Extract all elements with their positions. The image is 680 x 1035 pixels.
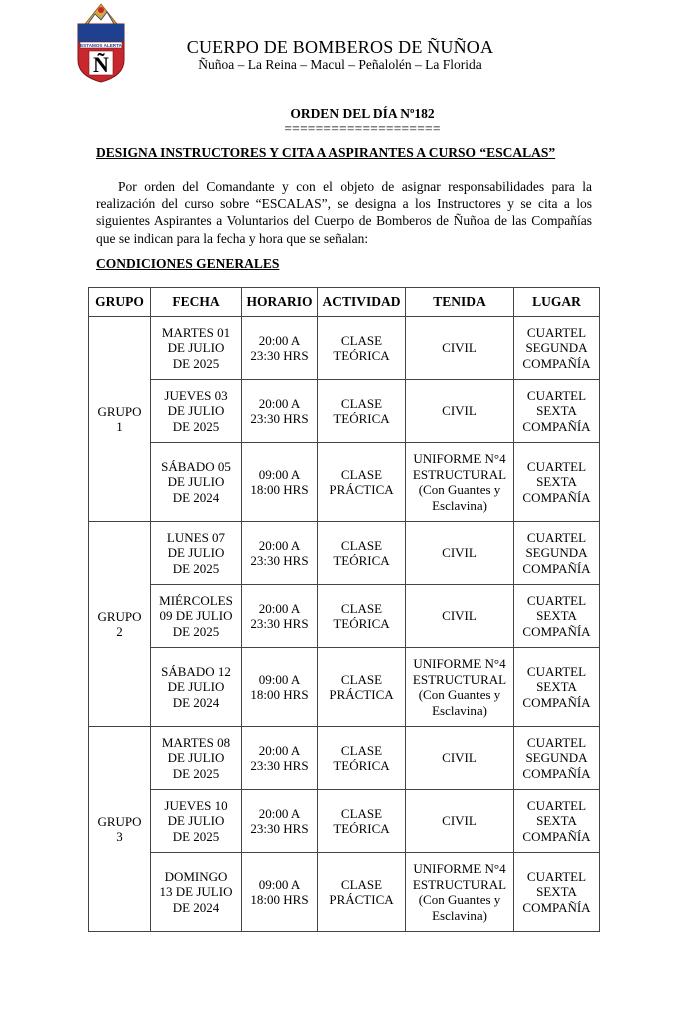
lugar-line: COMPAÑÍA (522, 560, 591, 576)
fecha-line: DE 2025 (172, 418, 220, 434)
lugar-line: SEXTA (536, 403, 577, 419)
tenida-line: Esclavina) (432, 497, 487, 513)
actividad-line: TEÓRICA (333, 348, 390, 363)
actividad-line: CLASE (340, 742, 383, 758)
lugar-line: CUARTEL (526, 529, 587, 545)
actividad-cell (318, 727, 406, 790)
tenida-line: ESTRUCTURAL (412, 876, 507, 892)
lugar-cell (514, 317, 600, 380)
horario-line: 23:30 HRS (250, 553, 309, 568)
fecha-line: 13 DE JULIO (159, 884, 233, 900)
fecha-line: DE JULIO (167, 679, 225, 695)
fecha-line: DE JULIO (167, 403, 225, 419)
actividad-cell (318, 790, 406, 853)
actividad-line: CLASE (340, 466, 383, 482)
tenida-cell (406, 585, 514, 648)
lugar-line: CUARTEL (526, 734, 587, 750)
tenida-cell (406, 522, 514, 585)
tenida-line: CIVIL (442, 340, 477, 356)
lugar-cell (514, 648, 600, 727)
lugar-cell (514, 443, 600, 522)
lugar-line: COMPAÑÍA (522, 694, 591, 710)
fecha-line: DE 2024 (172, 694, 220, 710)
actividad-line: TEÓRICA (333, 616, 390, 631)
actividad-line: CLASE (340, 671, 383, 687)
horario-cell (242, 522, 318, 585)
table-row (89, 727, 600, 790)
tenida-line: UNIFORME N°4 (413, 861, 506, 876)
table-row (89, 522, 600, 585)
horario-cell (242, 648, 318, 727)
fecha-line: DE 2024 (172, 899, 220, 915)
actividad-line: TEÓRICA (333, 821, 390, 836)
tenida-line: UNIFORME N°4 (413, 656, 506, 671)
actividad-line: PRÁCTICA (329, 687, 394, 702)
lugar-cell (514, 853, 600, 932)
fecha-cell (151, 727, 242, 790)
tenida-line: CIVIL (442, 403, 477, 419)
group-name-line: 1 (116, 419, 123, 434)
fecha-line: DE 2024 (172, 489, 220, 505)
tenida-cell (406, 853, 514, 932)
organization-title: CUERPO DE BOMBEROS DE ÑUÑOA (186, 37, 494, 57)
tenida-line: (Con Guantes y (418, 687, 501, 702)
horario-line: 23:30 HRS (250, 821, 309, 836)
fecha-line: MARTES 01 (161, 324, 231, 340)
bomberos-nunoa-shield-logo (75, 2, 127, 84)
organization-communes: Ñuñoa – La Reina – Macul – Peñalolén – La Florida (198, 57, 482, 72)
fecha-line: DE JULIO (167, 813, 225, 829)
horario-cell (242, 790, 318, 853)
lugar-line: COMPAÑÍA (522, 623, 591, 639)
horario-line: 20:00 A (258, 600, 301, 616)
horario-line: 09:00 A (258, 876, 301, 892)
lugar-line: SEXTA (536, 884, 577, 900)
lugar-cell (514, 585, 600, 648)
order-title: ORDEN DEL DÍA Nº182 (290, 106, 435, 121)
fecha-line: DE JULIO (167, 474, 225, 490)
logo-motto: ESTAMOS ALERTA (80, 42, 122, 48)
fecha-line: DOMINGO (164, 868, 228, 884)
horario-cell (242, 727, 318, 790)
lugar-cell (514, 727, 600, 790)
group-name-line: 3 (116, 829, 123, 844)
tenida-line: Esclavina) (432, 702, 487, 718)
fecha-cell (151, 380, 242, 443)
fecha-cell (151, 853, 242, 932)
actividad-cell (318, 585, 406, 648)
fecha-line: DE JULIO (167, 340, 225, 356)
horario-cell (242, 317, 318, 380)
horario-line: 23:30 HRS (250, 348, 309, 363)
fecha-cell (151, 790, 242, 853)
header-tenida: TENIDA (406, 288, 514, 317)
lugar-line: CUARTEL (526, 592, 587, 608)
lugar-line: COMPAÑÍA (522, 489, 591, 505)
horario-line: 20:00 A (258, 395, 301, 411)
fecha-line: DE 2025 (172, 560, 220, 576)
actividad-line: CLASE (340, 332, 383, 348)
lugar-line: CUARTEL (526, 868, 587, 884)
lugar-line: SEGUNDA (525, 340, 588, 356)
lugar-line: SEXTA (536, 813, 577, 829)
schedule-table (88, 287, 600, 932)
tenida-line: Esclavina) (432, 907, 487, 923)
group-name-line: GRUPO (97, 403, 142, 419)
actividad-cell (318, 853, 406, 932)
conditions-heading: CONDICIONES GENERALES (96, 256, 280, 271)
table-row (89, 380, 600, 443)
lugar-cell (514, 380, 600, 443)
horario-line: 23:30 HRS (250, 411, 309, 426)
table-row (89, 317, 600, 380)
fecha-cell (151, 585, 242, 648)
lugar-line: CUARTEL (526, 324, 587, 340)
fecha-line: DE 2025 (172, 828, 220, 844)
lugar-line: CUARTEL (526, 663, 587, 679)
actividad-line: TEÓRICA (333, 758, 390, 773)
tenida-cell (406, 443, 514, 522)
actividad-line: TEÓRICA (333, 411, 390, 426)
group-cell (89, 522, 151, 727)
table-row (89, 585, 600, 648)
tenida-line: CIVIL (442, 813, 477, 829)
actividad-line: CLASE (340, 805, 383, 821)
fecha-cell (151, 317, 242, 380)
lugar-line: COMPAÑÍA (522, 418, 591, 434)
tenida-cell (406, 790, 514, 853)
group-cell (89, 317, 151, 522)
lugar-line: SEXTA (536, 474, 577, 490)
actividad-line: PRÁCTICA (329, 482, 394, 497)
horario-line: 09:00 A (258, 466, 301, 482)
horario-line: 18:00 HRS (250, 687, 309, 702)
tenida-line: CIVIL (442, 608, 477, 624)
fecha-line: 09 DE JULIO (159, 608, 233, 624)
lugar-line: CUARTEL (526, 797, 587, 813)
fecha-cell (151, 648, 242, 727)
tenida-line: CIVIL (442, 750, 477, 766)
header-actividad: ACTIVIDAD (318, 288, 406, 317)
actividad-line: CLASE (340, 395, 383, 411)
fecha-cell (151, 522, 242, 585)
horario-line: 20:00 A (258, 805, 301, 821)
actividad-line: CLASE (340, 600, 383, 616)
tenida-cell (406, 380, 514, 443)
tenida-line: CIVIL (442, 545, 477, 561)
horario-line: 18:00 HRS (250, 892, 309, 907)
document-heading: DESIGNA INSTRUCTORES Y CITA A ASPIRANTES A CURSO “ESCALAS” (96, 145, 556, 160)
fecha-line: DE 2025 (172, 765, 220, 781)
lugar-cell (514, 790, 600, 853)
horario-line: 23:30 HRS (250, 758, 309, 773)
horario-line: 09:00 A (258, 671, 301, 687)
actividad-cell (318, 317, 406, 380)
crest-icon (85, 4, 117, 24)
horario-line: 20:00 A (258, 332, 301, 348)
horario-cell (242, 585, 318, 648)
table-row (89, 648, 600, 727)
fecha-line: SÁBADO 05 (161, 458, 231, 474)
fecha-line: DE 2025 (172, 355, 220, 371)
tenida-line: (Con Guantes y (418, 482, 501, 497)
fecha-line: DE JULIO (167, 545, 225, 561)
lugar-line: CUARTEL (526, 387, 587, 403)
order-rule: ==================== (284, 121, 441, 136)
group-name-line: 2 (116, 624, 123, 639)
table-row (89, 853, 600, 932)
table-header-row (89, 288, 600, 317)
logo-letter: Ñ (93, 52, 109, 77)
horario-line: 23:30 HRS (250, 616, 309, 631)
intro-paragraph: Por orden del Comandante y con el objeto de asignar responsabilidades para la realización del curso sobre “ESCALAS”, se designa a los Instructores y se cita a los siguientes Aspirantes a Voluntarios del Cuerpo de Bomberos de Ñuñoa de las Compañías que se indican para la fecha y hora que se señalan: (96, 179, 592, 246)
fecha-line: LUNES 07 (166, 529, 226, 545)
actividad-cell (318, 648, 406, 727)
lugar-line: COMPAÑÍA (522, 765, 591, 781)
actividad-cell (318, 443, 406, 522)
tenida-line: UNIFORME N°4 (413, 451, 506, 466)
group-name-line: GRUPO (97, 813, 142, 829)
tenida-line: (Con Guantes y (418, 892, 501, 907)
lugar-line: COMPAÑÍA (522, 899, 591, 915)
horario-line: 18:00 HRS (250, 482, 309, 497)
fecha-line: SÁBADO 12 (161, 663, 231, 679)
header-fecha: FECHA (151, 288, 242, 317)
horario-line: 20:00 A (258, 537, 301, 553)
lugar-line: SEGUNDA (525, 545, 588, 561)
horario-cell (242, 853, 318, 932)
header-horario: HORARIO (242, 288, 318, 317)
actividad-cell (318, 380, 406, 443)
actividad-line: CLASE (340, 537, 383, 553)
header-grupo: GRUPO (89, 288, 151, 317)
fecha-line: JUEVES 03 (164, 387, 228, 403)
lugar-line: SEGUNDA (525, 750, 588, 766)
table-row (89, 790, 600, 853)
tenida-cell (406, 648, 514, 727)
group-cell (89, 727, 151, 932)
lugar-line: CUARTEL (526, 458, 587, 474)
group-name-line: GRUPO (97, 608, 142, 624)
horario-cell (242, 443, 318, 522)
fecha-cell (151, 443, 242, 522)
lugar-line: SEXTA (536, 679, 577, 695)
lugar-line: SEXTA (536, 608, 577, 624)
actividad-line: TEÓRICA (333, 553, 390, 568)
horario-line: 20:00 A (258, 742, 301, 758)
tenida-cell (406, 727, 514, 790)
horario-cell (242, 380, 318, 443)
lugar-cell (514, 522, 600, 585)
fecha-line: MIÉRCOLES (159, 592, 233, 608)
lugar-line: COMPAÑÍA (522, 355, 591, 371)
schedule-body (89, 317, 600, 932)
fecha-line: JUEVES 10 (164, 797, 228, 813)
actividad-line: CLASE (340, 876, 383, 892)
table-row (89, 443, 600, 522)
header-lugar: LUGAR (514, 288, 600, 317)
actividad-line: PRÁCTICA (329, 892, 394, 907)
tenida-line: ESTRUCTURAL (412, 671, 507, 687)
tenida-line: ESTRUCTURAL (412, 466, 507, 482)
lugar-line: COMPAÑÍA (522, 828, 591, 844)
actividad-cell (318, 522, 406, 585)
fecha-line: DE JULIO (167, 750, 225, 766)
fecha-line: MARTES 08 (161, 734, 231, 750)
tenida-cell (406, 317, 514, 380)
fecha-line: DE 2025 (172, 623, 220, 639)
